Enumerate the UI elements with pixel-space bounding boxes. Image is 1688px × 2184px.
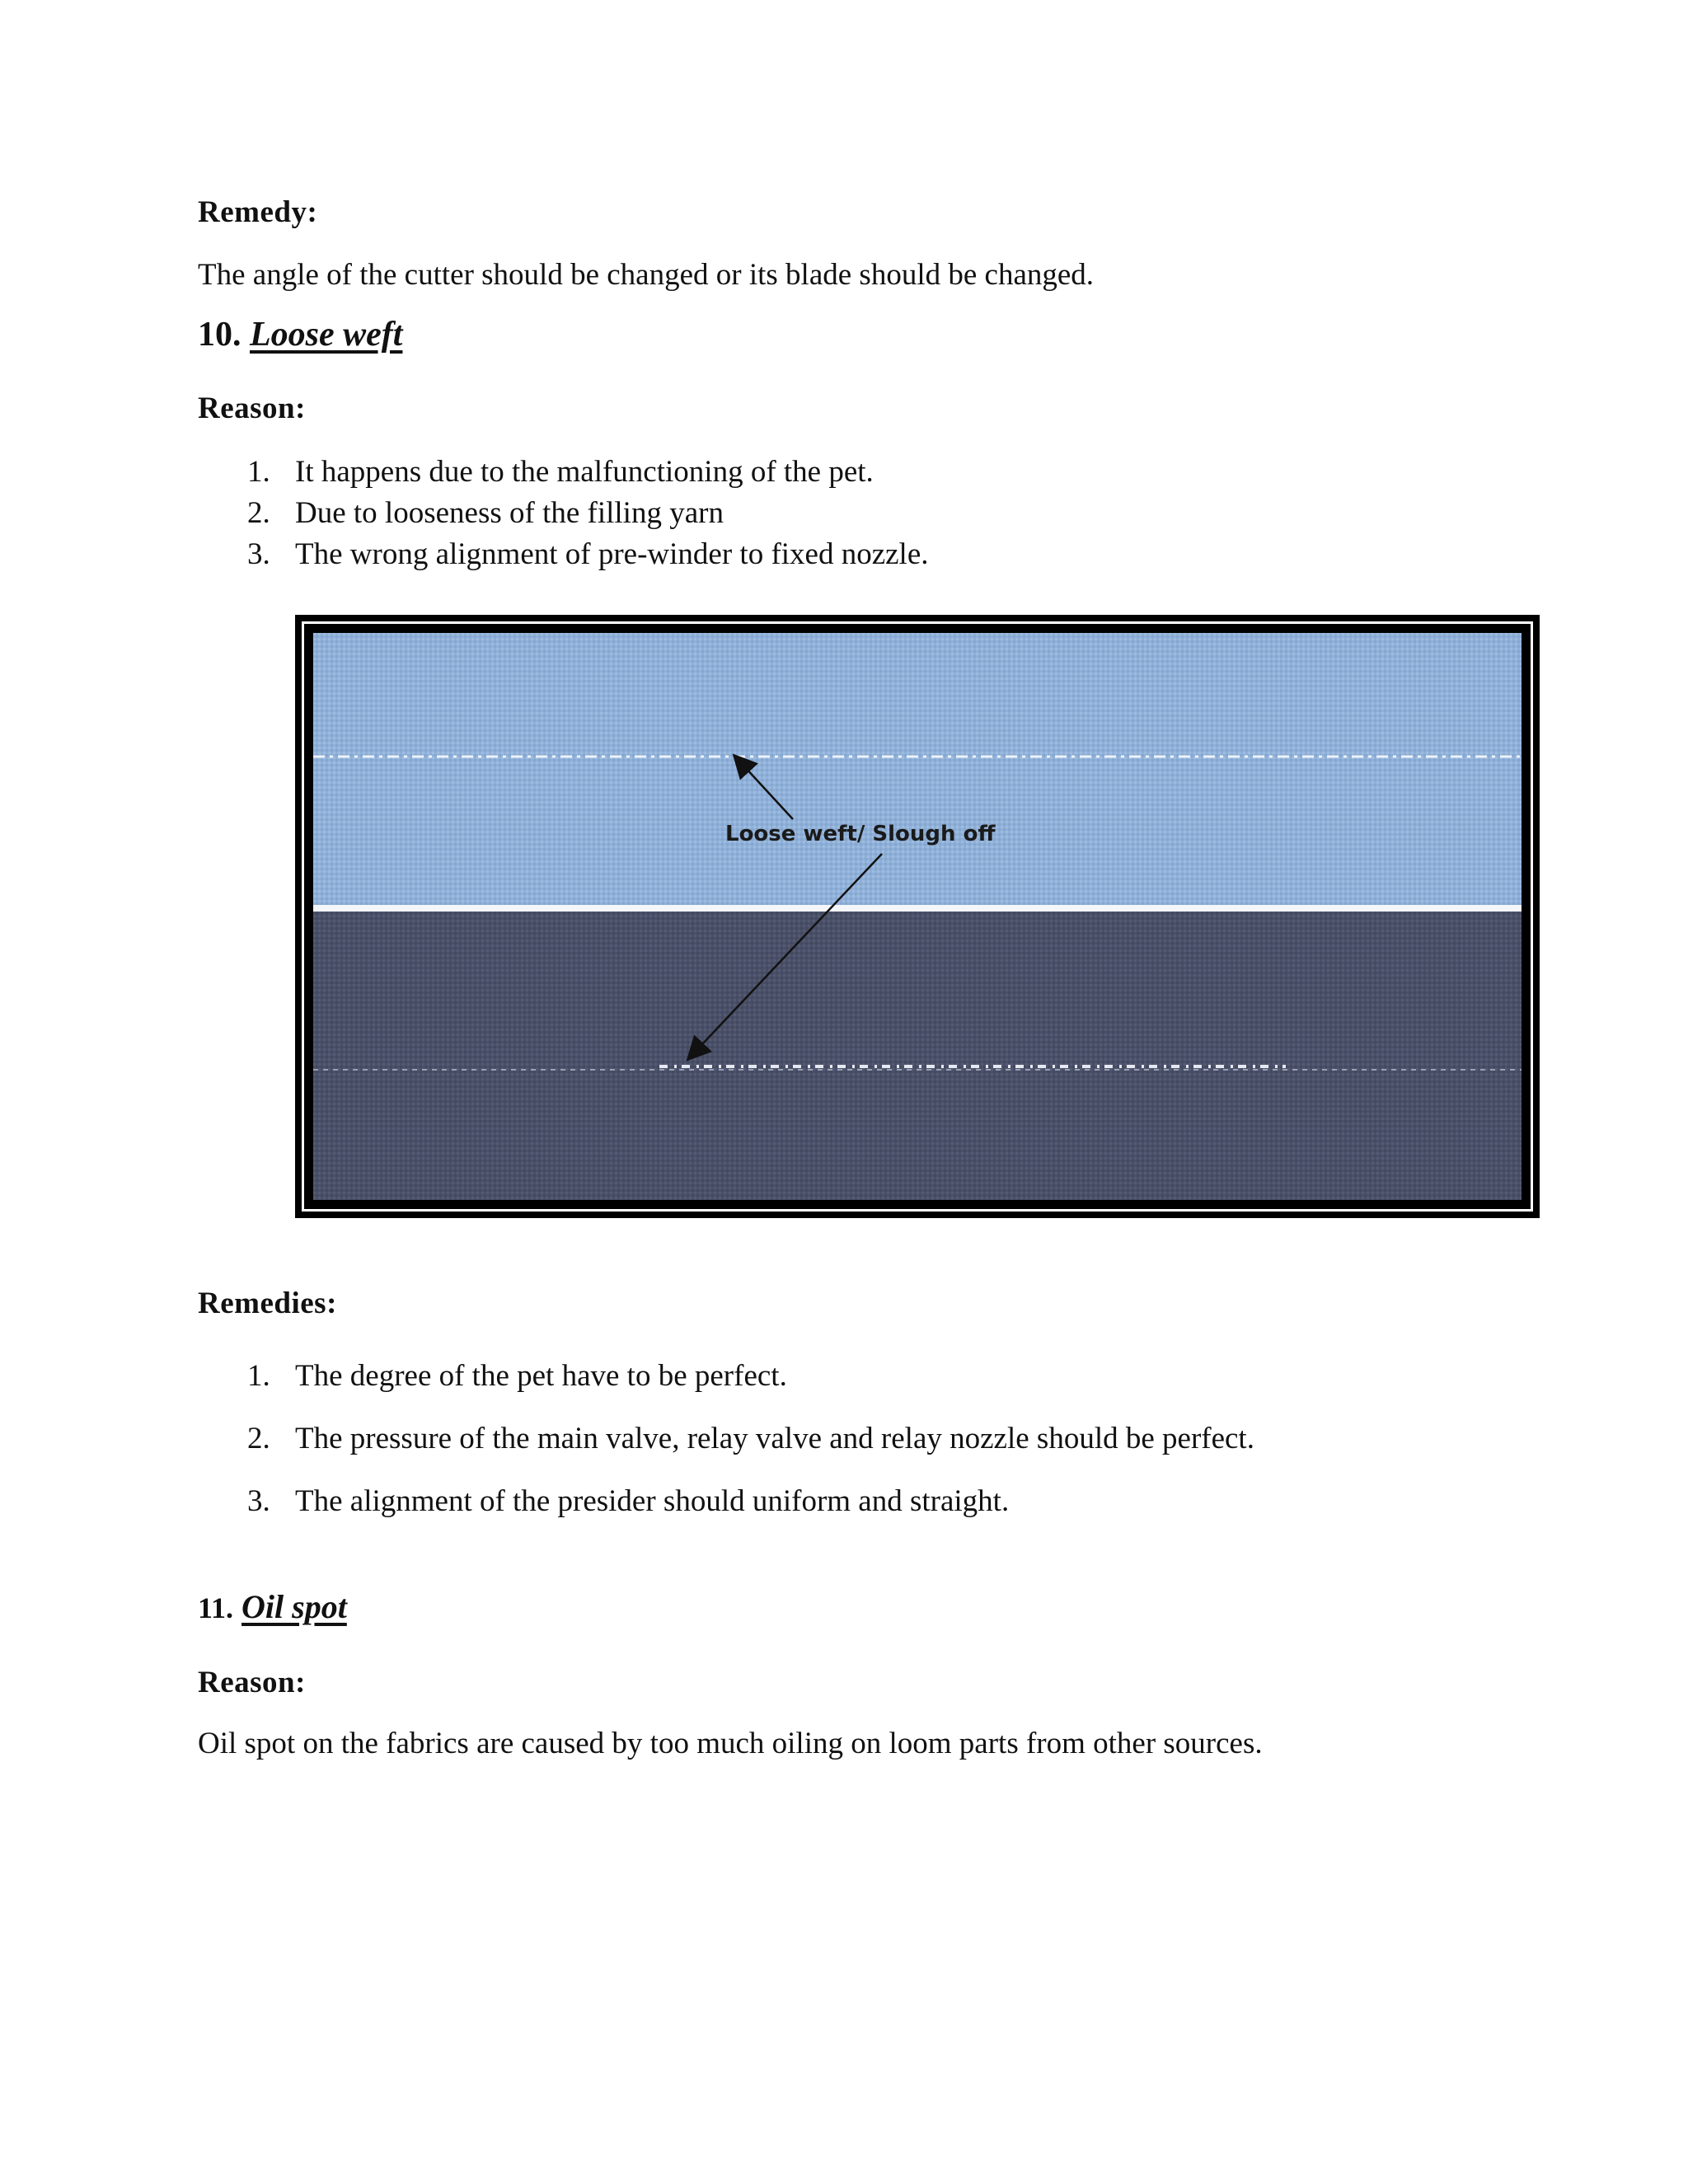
section-10-remedies-heading: Remedies:: [198, 1286, 337, 1320]
list-item-number: 2.: [247, 1422, 270, 1455]
list-item: [198, 493, 929, 534]
list-item-text: It happens due to the malfunctioning of the pet.: [295, 455, 874, 489]
section-10-number: 10.: [198, 316, 241, 354]
section-10-reason-heading: Reason:: [198, 391, 306, 425]
loose-weft-figure: [295, 615, 1540, 1218]
list-item: [198, 534, 929, 575]
list-item-number: 3.: [247, 537, 270, 571]
list-item: [198, 1408, 1254, 1470]
fabric-photo-svg: [313, 633, 1522, 1200]
list-item: [198, 1470, 1254, 1533]
section-11-name: Oil spot: [241, 1588, 347, 1625]
figure-label: Loose weft/ Slough off: [725, 822, 996, 846]
remedy-heading: Remedy:: [198, 195, 318, 229]
list-item-number: 3.: [247, 1484, 270, 1518]
section-11-reason-heading: Reason:: [198, 1666, 306, 1699]
list-item: [198, 1345, 1254, 1408]
list-item-text: The degree of the pet have to be perfect.: [295, 1359, 787, 1393]
list-item-text: The wrong alignment of pre-winder to fixed nozzle.: [295, 537, 929, 571]
section-11-number: 11.: [198, 1591, 234, 1624]
section-10-remedies-list: [198, 1345, 1254, 1533]
divider-line: [313, 905, 1522, 912]
section-10-title: [198, 315, 402, 354]
list-item-text: The pressure of the main valve, relay valve and relay nozzle should be perfect.: [295, 1422, 1254, 1455]
section-10-reasons-list: [198, 452, 929, 575]
list-item-number: 1.: [247, 1359, 270, 1393]
section-11-title: [198, 1587, 347, 1626]
dark-fabric: [313, 912, 1522, 1200]
section-11-reason-text: Oil spot on the fabrics are caused by too much oiling on loom parts from other sources.: [198, 1727, 1263, 1760]
list-item-text: The alignment of the presider should uniform and straight.: [295, 1484, 1010, 1518]
section-10-name: Loose weft: [250, 316, 403, 354]
list-item-number: 1.: [247, 455, 270, 489]
remedy-text: The angle of the cutter should be changed or its blade should be changed.: [198, 258, 1095, 292]
list-item-number: 2.: [247, 496, 270, 530]
list-item: [198, 452, 929, 493]
light-fabric: [313, 633, 1522, 905]
list-item-text: Due to looseness of the filling yarn: [295, 496, 724, 530]
fabric-photo: [313, 633, 1522, 1200]
